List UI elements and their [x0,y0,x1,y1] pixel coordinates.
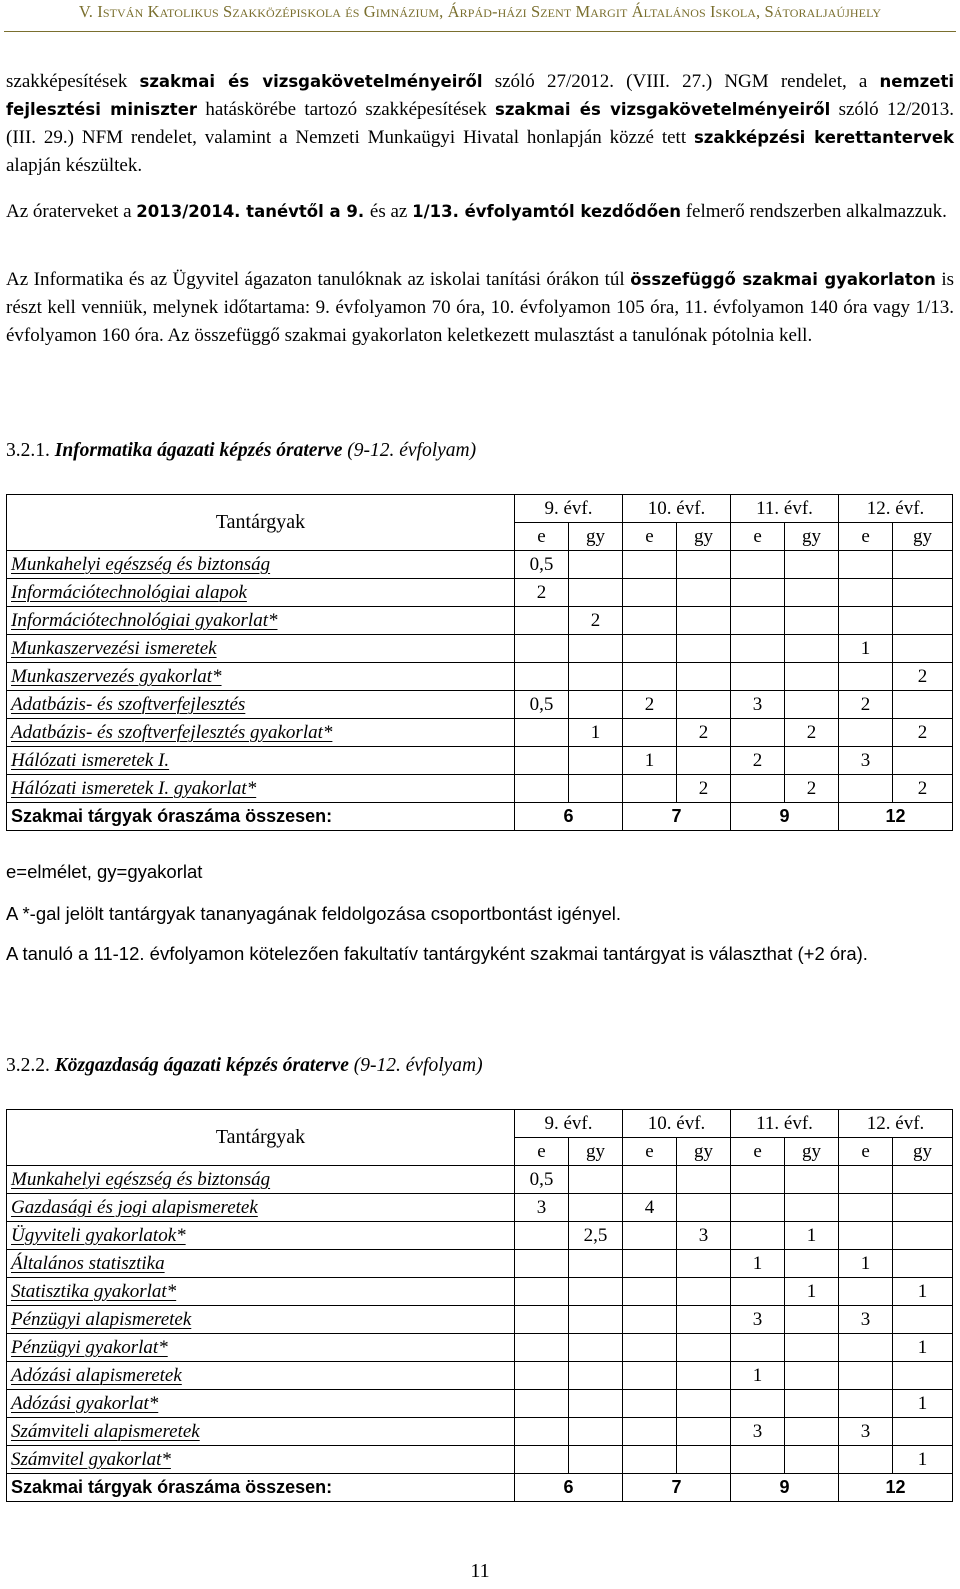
group-note: A *-gal jelölt tantárgyak tananyagának feldolgozása csoportbontást igényel. [6,903,622,924]
section-number: 3.2.1. [6,440,55,461]
subject-name: Adatbázis- és szoftverfejlesztés [7,691,515,719]
total-value: 7 [623,1474,731,1502]
header-row [7,1110,953,1138]
hours-cell [515,607,569,635]
hours-cell [785,551,839,579]
hours-cell [839,551,893,579]
hours-cell [731,775,785,803]
theory-header: e [623,523,677,551]
hours-cell [515,1278,569,1306]
subject-name: Hálózati ismeretek I. [7,747,515,775]
header-text: V. István Katolikus Szakközépiskola és Gimnázium, Árpád-házi Szent Margit Általános Iskola, Sátoraljaújhely [78,2,882,21]
hours-cell [839,1222,893,1250]
hours-cell [785,1194,839,1222]
hours-cell [515,1446,569,1474]
hours-cell: 3 [515,1194,569,1222]
hours-cell [569,551,623,579]
hours-cell [569,1446,623,1474]
hours-cell [785,1362,839,1390]
hours-cell: 3 [731,1306,785,1334]
hours-cell [623,579,677,607]
year-header: 10. évf. [623,495,731,523]
hours-cell [839,1278,893,1306]
hours-cell [731,579,785,607]
subject-name: Munkahelyi egészség és biztonság [7,1166,515,1194]
year-header: 9. évf. [515,495,623,523]
year-header: 11. évf. [731,1110,839,1138]
hours-cell [731,1194,785,1222]
subject-name: Adatbázis- és szoftverfejlesztés gyakorlat* [7,719,515,747]
table-row [7,1250,953,1278]
hours-cell [677,1362,731,1390]
hours-cell [677,691,731,719]
practice-header: gy [569,1138,623,1166]
hours-cell: 1 [731,1362,785,1390]
hours-cell [677,1446,731,1474]
hours-cell [839,1362,893,1390]
text-run: alapján készültek. [6,155,143,176]
paragraph-practice [6,266,954,350]
section-title: Informatika ágazati képzés óraterve [54,440,343,461]
table-row [7,663,953,691]
section-title: Közgazdaság ágazati képzés óraterve [54,1055,349,1076]
hours-cell [893,1250,953,1278]
hours-cell [569,1166,623,1194]
hours-cell [515,1250,569,1278]
hours-cell [515,1334,569,1362]
hours-cell: 3 [839,747,893,775]
bold-run: 1/13. évfolyamtól kezdődően [412,202,681,221]
page-number: 11 [470,1560,490,1582]
hours-cell [785,1334,839,1362]
hours-cell: 2 [785,775,839,803]
hours-cell [785,1446,839,1474]
hours-cell [623,1446,677,1474]
theory-header: e [731,1138,785,1166]
hours-cell [731,719,785,747]
hours-cell [623,663,677,691]
subjects-header: Tantárgyak [7,495,515,551]
hours-cell [677,747,731,775]
hours-cell [515,747,569,775]
hours-cell [569,579,623,607]
hours-cell [515,663,569,691]
hours-cell [785,635,839,663]
total-label: Szakmai tárgyak óraszáma összesen: [7,1474,515,1502]
hours-cell: 2 [515,579,569,607]
hours-cell [839,607,893,635]
hours-cell [785,607,839,635]
hours-cell [731,1278,785,1306]
table-row [7,551,953,579]
hours-cell [785,1306,839,1334]
practice-header: gy [785,1138,839,1166]
table-row [7,579,953,607]
hours-cell [515,1390,569,1418]
hours-cell: 1 [839,635,893,663]
hours-cell [515,635,569,663]
hours-cell [623,1278,677,1306]
hours-cell [569,1418,623,1446]
table-row [7,1390,953,1418]
hours-cell [839,1194,893,1222]
hours-cell: 2 [731,747,785,775]
hours-cell [623,551,677,579]
hours-cell [893,635,953,663]
hours-cell: 2 [839,691,893,719]
hours-cell: 0,5 [515,691,569,719]
hours-cell: 2,5 [569,1222,623,1250]
hours-cell [677,1278,731,1306]
practice-header: gy [569,523,623,551]
hours-cell [515,1362,569,1390]
subject-name: Adózási alapismeretek [7,1362,515,1390]
hours-cell [731,607,785,635]
hours-cell [677,1306,731,1334]
total-value: 12 [839,803,953,831]
hours-cell [785,1390,839,1418]
subject-name: Adózási gyakorlat* [7,1390,515,1418]
header-row [7,495,953,523]
hours-cell: 4 [623,1194,677,1222]
hours-cell [569,775,623,803]
hours-cell: 3 [677,1222,731,1250]
hours-cell [677,663,731,691]
hours-cell [839,1334,893,1362]
subject-name: Munkaszervezés gyakorlat* [7,663,515,691]
section-number: 3.2.2. [6,1055,55,1076]
hours-cell [677,1250,731,1278]
year-header: 11. évf. [731,495,839,523]
hours-cell [569,1278,623,1306]
table-row [7,1362,953,1390]
hours-cell: 0,5 [515,551,569,579]
hours-cell [569,1390,623,1418]
table-row [7,691,953,719]
hours-cell [677,1166,731,1194]
hours-cell [569,1362,623,1390]
hours-cell [677,607,731,635]
hours-cell [569,1306,623,1334]
hours-cell: 2 [893,775,953,803]
hours-cell: 2 [677,775,731,803]
hours-cell [839,1390,893,1418]
table-kozgazdasag [6,1109,953,1502]
hours-cell [623,1418,677,1446]
table-row [7,747,953,775]
hours-cell: 3 [731,1418,785,1446]
hours-cell [893,1362,953,1390]
section-suffix: (9-12. évfolyam) [348,1055,483,1076]
bold-run: szakképzési kerettantervek [693,128,955,147]
subject-name: Munkaszervezési ismeretek [7,635,515,663]
hours-cell: 2 [677,719,731,747]
practice-header: gy [677,1138,731,1166]
total-label: Szakmai tárgyak óraszáma összesen: [7,803,515,831]
table-row [7,719,953,747]
year-header: 12. évf. [839,495,953,523]
hours-cell [623,1222,677,1250]
subject-name: Gazdasági és jogi alapismeretek [7,1194,515,1222]
text-run: szóló 27/2012. (VIII. 27.) NGM rendelet, a [482,71,880,92]
subject-name: Információtechnológiai gyakorlat* [7,607,515,635]
hours-cell [515,719,569,747]
hours-cell [569,691,623,719]
hours-cell [893,579,953,607]
hours-cell [893,747,953,775]
hours-cell [677,1390,731,1418]
section-heading-informatika [6,440,476,462]
table-row [7,1418,953,1446]
hours-cell [677,551,731,579]
bold-run: szakmai és vizsgakövetelményeiről [495,100,831,119]
text-run: Az Informatika és az Ügyvitel ágazaton tanulóknak az iskolai tanítási órákon túl [6,269,631,290]
table-row [7,1194,953,1222]
theory-header: e [839,523,893,551]
table-row [7,1446,953,1474]
hours-cell [515,1222,569,1250]
hours-cell [569,663,623,691]
hours-cell [893,551,953,579]
year-header: 12. évf. [839,1110,953,1138]
practice-header: gy [677,523,731,551]
subject-name: Számvitel gyakorlat* [7,1446,515,1474]
hours-cell [569,635,623,663]
hours-cell [623,1334,677,1362]
hours-cell [785,747,839,775]
hours-cell [677,579,731,607]
hours-cell [623,719,677,747]
hours-cell [785,691,839,719]
hours-cell [893,607,953,635]
total-value: 6 [515,1474,623,1502]
total-value: 7 [623,803,731,831]
bold-run: 2013/2014. tanévtől a 9. [136,202,370,221]
hours-cell: 2 [569,607,623,635]
hours-cell [677,1194,731,1222]
hours-cell [569,1194,623,1222]
hours-cell [731,1222,785,1250]
table-row [7,635,953,663]
subject-name: Számviteli alapismeretek [7,1418,515,1446]
hours-cell: 2 [893,719,953,747]
hours-cell: 3 [839,1418,893,1446]
hours-cell [893,1222,953,1250]
table-row [7,607,953,635]
year-header: 9. évf. [515,1110,623,1138]
section-heading-kozgazdasag [6,1055,483,1077]
hours-cell [893,1166,953,1194]
hours-cell [893,691,953,719]
year-header: 10. évf. [623,1110,731,1138]
hours-cell: 1 [839,1250,893,1278]
text-run: Az óraterveket a [6,201,137,222]
table-informatika [6,494,953,831]
hours-cell: 1 [893,1278,953,1306]
text-run: is részt kell venniük, melynek időtartama: 9. évfolyamon 70 óra, 10. évfolyamon 105 óra, 11. évfolyamon 140 óra vagy 1/13. évfolyamon 160 óra. Az összefüggő szakmai gyakorlaton keletkezett mulasztást a tanulónak pótolnia kell. [6,269,954,346]
hours-cell [731,1446,785,1474]
header-rule [4,31,956,32]
hours-cell: 1 [893,1334,953,1362]
practice-header: gy [893,1138,953,1166]
table-row [7,1166,953,1194]
theory-header: e [623,1138,677,1166]
hours-cell [677,1334,731,1362]
hours-cell [623,635,677,663]
hours-cell [569,1250,623,1278]
paragraph-schedule-start [6,198,954,226]
subject-name: Ügyviteli gyakorlatok* [7,1222,515,1250]
hours-cell [785,1250,839,1278]
theory-header: e [731,523,785,551]
subject-name: Pénzügyi alapismeretek [7,1306,515,1334]
hours-cell: 1 [893,1446,953,1474]
hours-cell: 2 [785,719,839,747]
hours-cell [623,1390,677,1418]
hours-cell [623,1362,677,1390]
hours-cell: 1 [785,1278,839,1306]
hours-cell [893,1194,953,1222]
practice-header: gy [893,523,953,551]
total-row [7,1474,953,1502]
table-row [7,1278,953,1306]
total-value: 9 [731,1474,839,1502]
text-run: szóló 12/2013. (III. 29.) NFM rendelet, valamint a Nemzeti Munkaügyi Hivatal honlapján közzé tett [6,99,954,148]
hours-cell [839,1446,893,1474]
text-run: és az [369,201,413,222]
hours-cell [839,579,893,607]
text-run: felmerő rendszerben alkalmazzuk. [680,201,947,222]
total-value: 9 [731,803,839,831]
hours-cell [515,1306,569,1334]
hours-cell [515,775,569,803]
hours-cell [839,719,893,747]
hours-cell: 2 [893,663,953,691]
hours-cell [893,1306,953,1334]
subject-name: Általános statisztika [7,1250,515,1278]
hours-cell [731,663,785,691]
hours-cell [677,635,731,663]
subject-name: Információtechnológiai alapok [7,579,515,607]
hours-cell: 0,5 [515,1166,569,1194]
hours-cell [731,635,785,663]
bold-run: szakmai és vizsgakövetelményeiről [139,72,483,91]
theory-header: e [515,1138,569,1166]
hours-cell [515,1418,569,1446]
hours-cell [623,1250,677,1278]
text-run: szakképesítések [6,71,140,92]
hours-cell [731,1334,785,1362]
hours-cell [569,747,623,775]
hours-cell: 2 [623,691,677,719]
table-row [7,1222,953,1250]
hours-cell: 3 [839,1306,893,1334]
hours-cell [731,1390,785,1418]
subject-name: Pénzügyi gyakorlat* [7,1334,515,1362]
theory-header: e [839,1138,893,1166]
hours-cell: 1 [893,1390,953,1418]
hours-cell: 1 [785,1222,839,1250]
elective-note: A tanuló a 11-12. évfolyamon kötelezően fakultatív tantárgyként szakmai tantárgyat is választhat (+2 óra). [6,943,868,964]
hours-cell [677,1418,731,1446]
hours-cell [731,551,785,579]
subject-name: Hálózati ismeretek I. gyakorlat* [7,775,515,803]
hours-cell [839,663,893,691]
hours-cell [731,1166,785,1194]
hours-cell [839,1166,893,1194]
hours-cell: 1 [623,747,677,775]
hours-cell [569,1334,623,1362]
table-row [7,1334,953,1362]
hours-cell [785,1166,839,1194]
paragraph-regulations [6,68,954,180]
total-value: 6 [515,803,623,831]
legend-note: e=elmélet, gy=gyakorlat [6,861,203,882]
hours-cell [623,1166,677,1194]
practice-header: gy [785,523,839,551]
table-row [7,775,953,803]
hours-cell [785,579,839,607]
hours-cell: 3 [731,691,785,719]
hours-cell [785,1418,839,1446]
section-suffix: (9-12. évfolyam) [342,440,477,461]
hours-cell [623,775,677,803]
hours-cell: 1 [731,1250,785,1278]
hours-cell [893,1418,953,1446]
bold-run: nemzeti fejlesztési miniszter [6,72,954,119]
hours-cell [623,1306,677,1334]
hours-cell: 1 [569,719,623,747]
subject-name: Statisztika gyakorlat* [7,1278,515,1306]
table-row [7,1306,953,1334]
subject-name: Munkahelyi egészség és biztonság [7,551,515,579]
hours-cell [839,775,893,803]
total-value: 12 [839,1474,953,1502]
total-row [7,803,953,831]
page-header [0,2,960,22]
hours-cell [623,607,677,635]
theory-header: e [515,523,569,551]
hours-cell [785,663,839,691]
bold-run: összefüggő szakmai gyakorlaton [630,270,936,289]
text-run: hatáskörébe tartozó szakképesítések [197,99,495,120]
subjects-header: Tantárgyak [7,1110,515,1166]
